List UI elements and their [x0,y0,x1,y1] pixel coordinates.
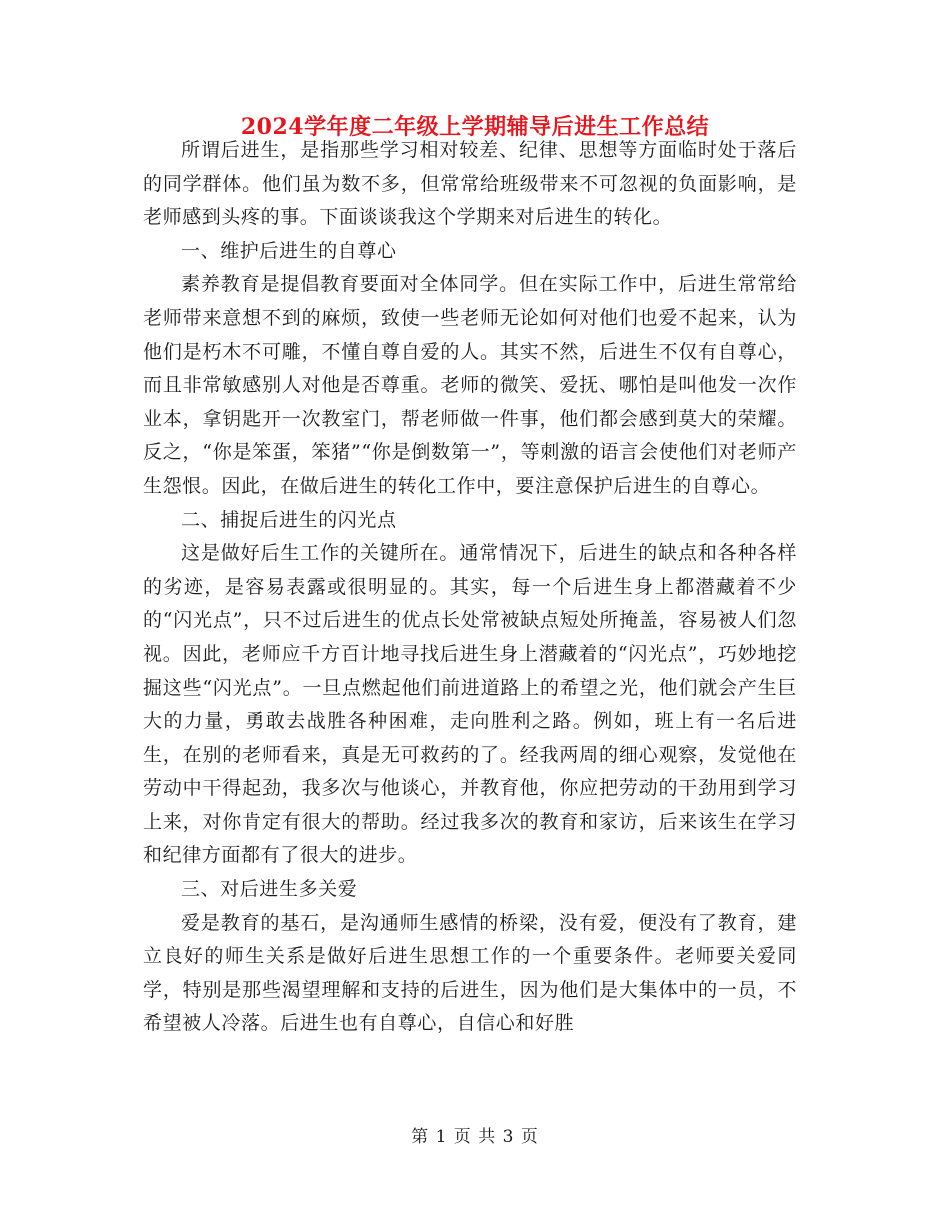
body-paragraph: 这是做好后生工作的关键所在。通常情况下，后进生的缺点和各种各样的劣迹，是容易表露或很明显的。其实，每一个后进生身上都潜藏着不少的“闪光点”，只不过后进生的优点长处常被缺点短处所掩盖，容易被人们忽视。因此，老师应千方百计地寻找后进生身上潜藏着的“闪光点”，巧妙地挖掘这些“闪光点”。一旦点燃起他们前进道路上的希望之光，他们就会产生巨大的力量，勇敢去战胜各种困难，走向胜利之路。例如，班上有一名后进生，在别的老师看来，真是无可救药的了。经我两周的细心观察，发觉他在劳动中干得起劲，我多次与他谈心，并教育他，你应把劳动的干劲用到学习上来，对你肯定有很大的帮助。经过我多次的教育和家访，后来该生在学习和纪律方面都有了很大的进步。 [143,542,797,867]
section-heading: 二、捕捉后进生的闪光点 [181,508,397,531]
body-paragraph: 爱是教育的基石，是沟通师生感情的桥梁，没有爱，便没有了教育，建立良好的师生关系是做好后进生思想工作的一个重要条件。老师要关爱同学，特别是那些渴望理解和支持的后进生，因为他们是大集体中的一员，不希望被人冷落。后进生也有自尊心，自信心和好胜 [143,911,797,1035]
section-heading: 一、维护后进生的自尊心 [181,239,397,262]
document-body [143,134,797,1041]
body-paragraph: 所谓后进生，是指那些学习相对较差、纪律、思想等方面临时处于落后的同学群体。他们虽为数不多，但常常给班级带来不可忽视的负面影响，是老师感到头疼的事。下面谈谈我这个学期来对后进生的转化。 [143,139,797,229]
document-title: 2024学年度二年级上学期辅导后进生工作总结 [240,114,710,140]
body-paragraph: 素养教育是提倡教育要面对全体同学。但在实际工作中，后进生常常给老师带来意想不到的麻烦，致使一些老师无论如何对他们也爱不起来，认为他们是朽木不可雕，不懂自尊自爱的人。其实不然，后进生不仅有自尊心，而且非常敏感别人对他是否尊重。老师的微笑、爱抚、哪怕是叫他发一次作业本，拿钥匙开一次教室门，帮老师做一件事，他们都会感到莫大的荣耀。反之，“你是笨蛋，笨猪”“你是倒数第一”，等刺激的语言会使他们对老师产生怨恨。因此，在做后进生的转化工作中，要注意保护后进生的自尊心。 [143,273,797,497]
page-number-footer: 第 1 页 共 3 页 [411,1127,539,1147]
section-heading: 三、对后进生多关爱 [181,878,358,901]
